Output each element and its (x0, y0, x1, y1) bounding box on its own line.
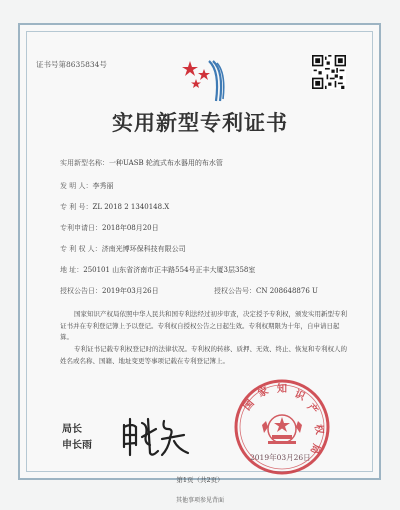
field-value: 2019年03月26日 (102, 287, 159, 295)
certificate-title: 实用新型专利证书 (112, 110, 288, 135)
cnipa-emblem-icon (176, 55, 226, 105)
field-value: CN 208648876 U (256, 287, 318, 295)
qr-code-icon (312, 55, 346, 89)
signer-name: 申长雨 (62, 440, 92, 451)
field-value: 李秀丽 (92, 182, 114, 190)
handwritten-signature (118, 415, 196, 459)
field-application-date (60, 223, 159, 233)
certificate-number: 证书号第8635834号 (36, 60, 107, 69)
field-grant-number (214, 286, 318, 296)
signer-title: 局长 (62, 424, 82, 435)
field-utility-model-name (60, 158, 223, 168)
field-value: 济南光博环保科技有限公司 (101, 245, 186, 253)
paragraph-legal-status: 专利证书记载专利权登记时的法律状况。专利权的转移、质押、无效、终止、恢复和专利权人的姓名或名称、国籍、地址变更等事项记载在专利登记簿上。 (60, 345, 347, 365)
footnote: 其他事项参见背面 (175, 497, 224, 504)
field-label: 专 利 号： (60, 203, 93, 211)
svg-text:产: 产 (304, 401, 320, 417)
field-label: 授权公告日： (60, 287, 102, 295)
seal-date: 2019年03月26日 (250, 453, 311, 462)
field-patentee (60, 244, 186, 254)
field-label: 专 利 权 人： (60, 245, 102, 253)
field-value: 一种UASB 轮流式布水器用的布水管 (109, 159, 223, 167)
page-number: 第1页（共2页） (176, 476, 224, 484)
svg-text:局: 局 (307, 441, 322, 456)
field-label: 实用新型名称： (60, 159, 109, 167)
field-address (60, 265, 255, 275)
svg-text:知: 知 (277, 384, 287, 395)
field-grant-date (60, 286, 159, 296)
field-value: 2018年08月20日 (102, 224, 159, 232)
field-value: ZL 2018 2 1340148.X (92, 203, 170, 211)
field-label: 发 明 人： (60, 182, 93, 190)
field-label: 授权公告号： (214, 287, 256, 295)
field-label: 地 址： (60, 266, 84, 274)
svg-text:国: 国 (241, 398, 257, 413)
field-value: 250101 山东省济南市正丰路554号正丰大厦3层358室 (83, 266, 256, 274)
svg-text:家: 家 (256, 385, 271, 400)
field-inventor (60, 181, 113, 191)
svg-text:识: 识 (292, 388, 307, 403)
field-label: 专利申请日： (60, 224, 102, 232)
svg-text:权: 权 (312, 423, 325, 436)
field-patent-number (60, 202, 169, 212)
paragraph-grant-statement: 国家知识产权局依照中华人民共和国专利法经过初步审查，决定授予专利权，颁发实用新型专利证书并在专利登记簿上予以登记。专利权自授权公告之日起生效。专利权期限为十年，自申请日起算。 (60, 310, 347, 341)
